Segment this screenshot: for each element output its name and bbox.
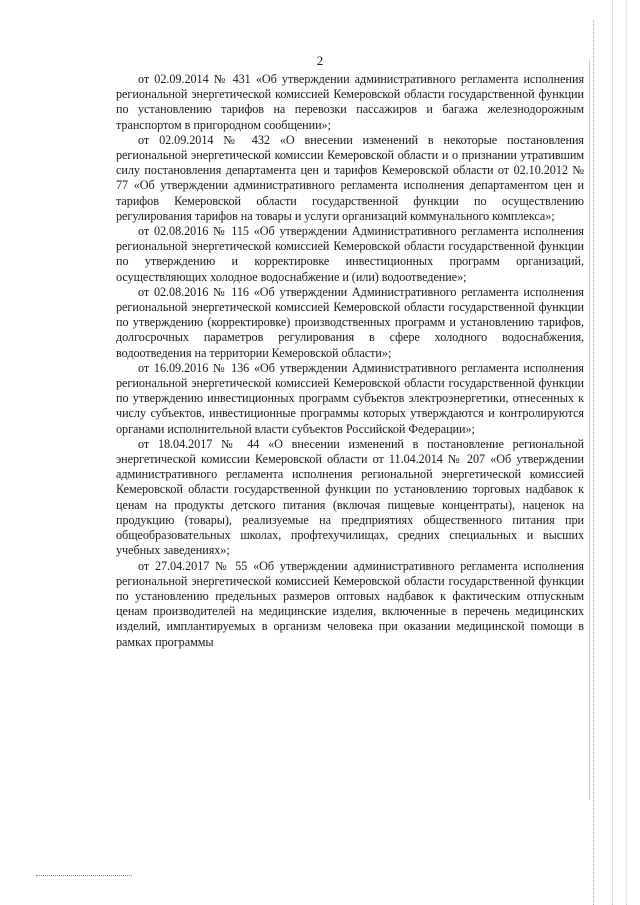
scan-edge-line [626, 0, 627, 905]
scan-edge-line [612, 0, 613, 905]
paragraph-55: от 27.04.2017 № 55 «Об утверждении административного регламента исполнения региональной энергетической комиссией Кемеровской области государственной функции по установлению предельных размеров оптовых надбавок к фактическим отпускным ценам производителей на медицинские изделия, включенные в перечень медицинских изделий, имплантируемых в организм человека при оказании медицинской помощи в рамках программы [116, 558, 584, 649]
paragraph-432: от 02.09.2014 № 432 «О внесении изменений в некоторые постановления региональной энергетической комиссии Кемеровской области и о признании утратившим силу постановления департамента цен и тарифов Кемеровской области от 02.10.2012 № 77 «Об утверждении административного регламента исполнения департаментом цен и тарифов Кемеровской области государственной функции по осуществлению регулирования тарифов на товары и услуги организаций коммунального комплекса»; [116, 132, 584, 223]
paragraph-115: от 02.08.2016 № 115 «Об утверждении Административного регламента исполнения региональной энергетической комиссией Кемеровской области государственной функции по утверждению и корректировке инвестиционных программ организаций, осуществляющих холодное водоснабжение и (или) водоотведение»; [116, 224, 584, 284]
paragraph-116: от 02.08.2016 № 116 «Об утверждении Административного регламента исполнения региональной энергетической комиссией Кемеровской области государственной функции по утверждению (корректировке) производственных программ и установлению тарифов, долгосрочных параметров регулирования в сфере холодного водоснабжения, водоотведения на территории Кемеровской области»; [116, 284, 584, 360]
paragraph-136: от 16.09.2016 № 136 «Об утверждении Административного регламента исполнения региональной энергетической комиссией Кемеровской области государственной функции по утверждению инвестиционных программ субъектов электроэнергетики, отнесенных к числу субъектов, инвестиционные программы которых утверждаются и контролируются органами исполнительной власти субъектов Российской Федерации»; [116, 360, 584, 436]
paragraph-44: от 18.04.2017 № 44 «О внесении изменений в постановление региональной энергетической комиссии Кемеровской области от 11.04.2014 № 207 «Об утверждении административного регламента исполнения региональной энергетической комиссией Кемеровской области государственной функции по установлению торговых надбавок к ценам на продукты детского питания (включая пищевые концентраты), наценок на продукцию (товары), реализуемые на предприятиях общественного питания при общеобразовательных школах, профтехучилищах, средних специальных и высших учебных заведениях»; [116, 436, 584, 558]
document-body [116, 72, 584, 650]
paragraph-431: от 02.09.2014 № 431 «Об утверждении административного регламента исполнения региональной энергетической комиссией Кемеровской области государственной функции по установлению тарифов на перевозки пассажиров и багажа железнодорожным транспортом в пригородном сообщении»; [116, 72, 584, 132]
page-number: 2 [316, 53, 324, 68]
footnote-separator [36, 875, 132, 876]
scan-edge-line [593, 20, 594, 905]
scan-edge-line [589, 60, 590, 800]
